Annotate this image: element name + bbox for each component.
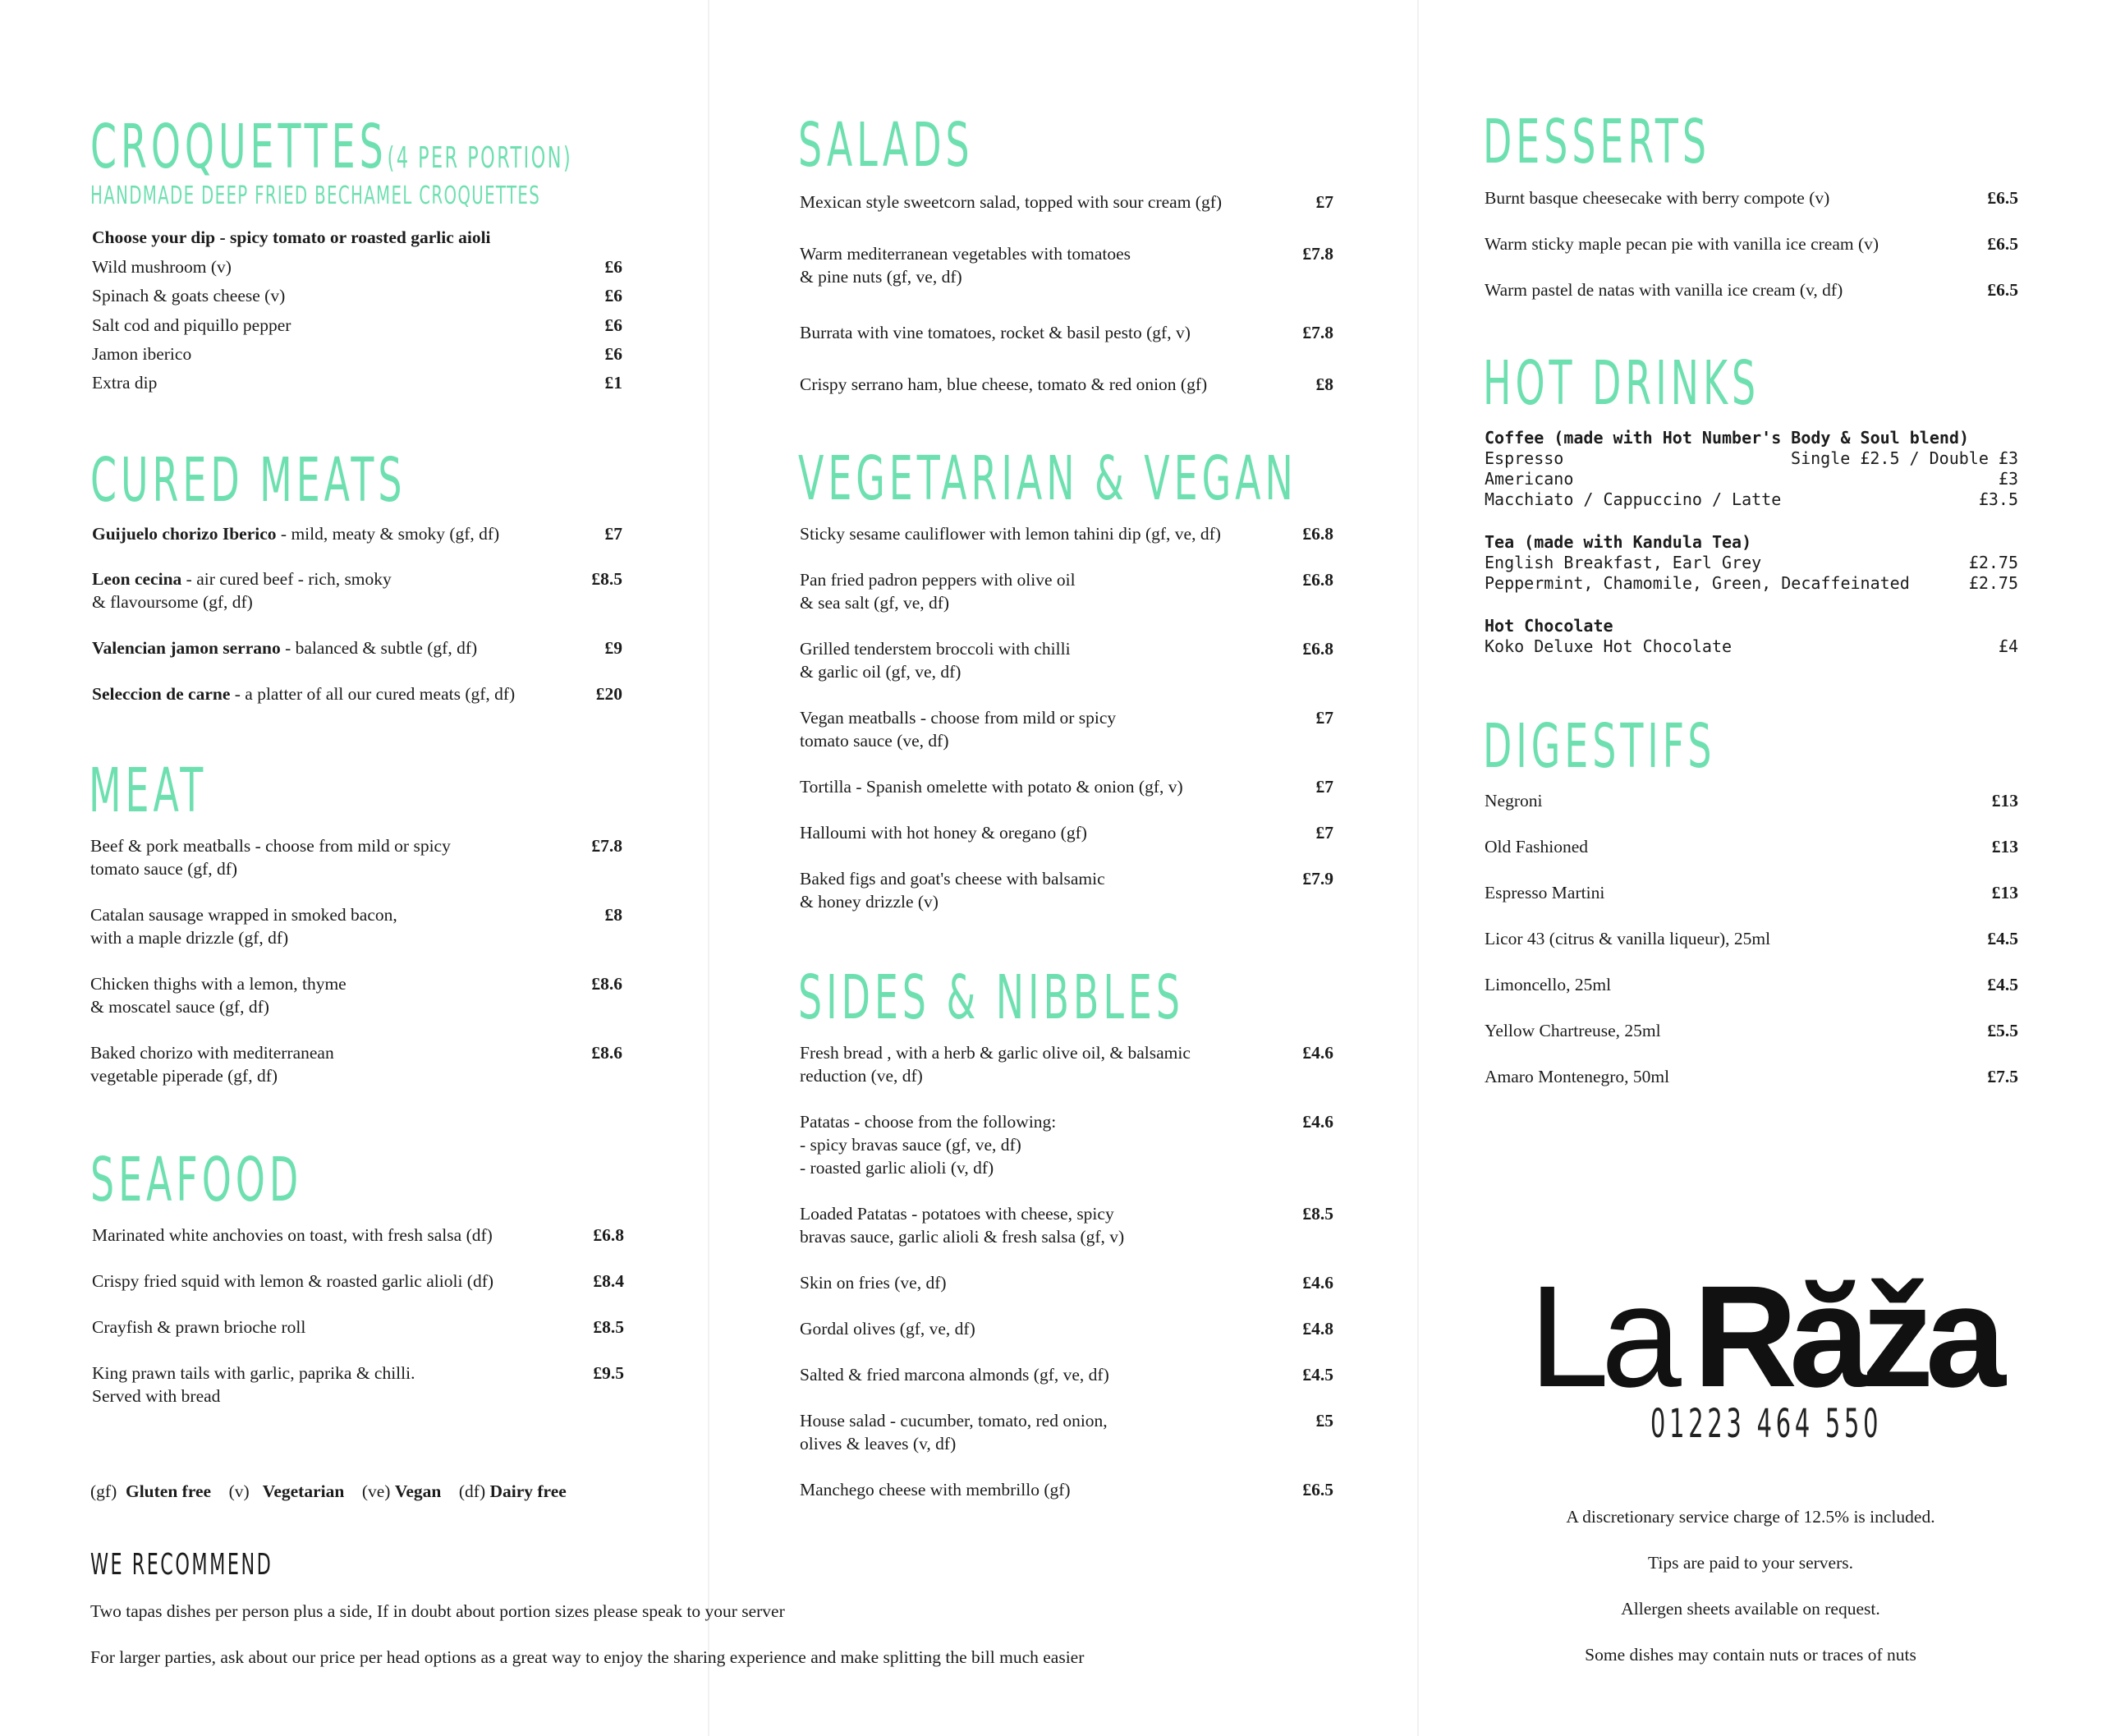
coffee-title: Coffee (made with Hot Number's Body & Soul blend) (1485, 428, 1970, 448)
list-item: Baked chorizo with mediterranean vegetable piperade (gf, df) £8.6 (90, 1043, 622, 1086)
list-item: Chicken thighs with a lemon, thyme & moscatel sauce (gf, df) £8.6 (90, 974, 622, 1017)
macchiato-label: Macchiato / Cappuccino / Latte (1485, 489, 1782, 509)
la-raza-logo: La Răža (1529, 1256, 1998, 1417)
croquettes-subtitle: HANDMADE DEEP FRIED BECHAMEL CROQUETTES (90, 181, 541, 210)
list-item: Baked figs and goat's cheese with balsamic & honey drizzle (v) £7.9 (800, 869, 1333, 912)
list-item: House salad - cucumber, tomato, red onion, olives & leaves (v, df) £5 (800, 1411, 1333, 1454)
espresso-label: Espresso (1485, 448, 1564, 468)
espresso-price: Single £2.5 / Double £3 (1791, 448, 2018, 468)
croquettes-title: CROQUETTES (90, 112, 388, 182)
list-item: Grilled tenderstem broccoli with chilli & garlic oil (gf, ve, df) £6.8 (800, 639, 1333, 682)
croquettes-dip-label: Choose your dip - spicy tomato or roasted garlic aioli (92, 227, 491, 247)
list-item: Vegan meatballs - choose from mild or spicy tomato sauce (ve, df) £7 (800, 708, 1333, 751)
tea-1-price: £2.75 (1968, 553, 2018, 572)
seafood-heading: SEAFOOD (90, 1145, 303, 1215)
croquettes-portion-note: (4 PER PORTION) (387, 141, 573, 175)
vegetarian-vegan-heading: VEGETARIAN & VEGAN (798, 443, 1297, 514)
tips-note: Tips are paid to your servers. (1647, 1553, 1853, 1573)
sides-heading: SIDES & NIBBLES (798, 962, 1184, 1033)
desserts-heading: DESSERTS (1483, 107, 1710, 177)
tea-2-price: £2.75 (1968, 573, 2018, 593)
hot-chocolate-label: Koko Deluxe Hot Chocolate (1485, 636, 1733, 656)
dietary-legend: (gf) Gluten free (v) Vegetarian (ve) Vegan (df) Dairy free (90, 1481, 567, 1501)
cured-meats-heading: CURED MEATS (90, 445, 406, 516)
list-item: Leon cecina - air cured beef - rich, smoky & flavoursome (gf, df) £8.5 (92, 569, 622, 612)
list-item: Catalan sausage wrapped in smoked bacon, with a maple drizzle (gf, df) £8 (90, 905, 622, 948)
hot-drinks-heading: HOT DRINKS (1483, 348, 1760, 419)
hot-chocolate-title: Hot Chocolate (1485, 616, 1613, 636)
list-item: Pan fried padron peppers with olive oil & sea salt (gf, ve, df) £6.8 (800, 570, 1333, 613)
americano-label: Americano (1485, 469, 1574, 489)
nuts-note: Some dishes may contain nuts or traces of nuts (1585, 1645, 1916, 1665)
list-item: Fresh bread , with a herb & garlic olive oil, & balsamic reduction (ve, df) £4.6 (800, 1043, 1333, 1086)
macchiato-price: £3.5 (1978, 489, 2018, 509)
recommend-line-2: For larger parties, ask about our price per head options as a great way to enjoy the sharing experience and make splitting the bill much easier (90, 1647, 1085, 1667)
americano-price: £3 (1998, 469, 2018, 489)
list-item: Warm mediterranean vegetables with tomatoes & pine nuts (gf, ve, df) £7.8 (800, 244, 1333, 287)
phone-number: 01223 464 550 (1650, 1401, 1883, 1447)
recommend-line-1: Two tapas dishes per person plus a side, If in doubt about portion sizes please speak to your server (90, 1601, 785, 1621)
tea-2-label: Peppermint, Chamomile, Green, Decaffeinated (1485, 573, 1910, 593)
meat-heading: MEAT (89, 755, 208, 826)
list-item: Loaded Patatas - potatoes with cheese, spicy bravas sauce, garlic alioli & fresh salsa (gf, v) £8.5 (800, 1204, 1333, 1247)
recommend-heading: WE RECOMMEND (90, 1548, 273, 1582)
tea-title: Tea (made with Kandula Tea) (1485, 532, 1752, 552)
list-item: King prawn tails with garlic, paprika & chilli. Served with bread £9.5 (92, 1363, 624, 1406)
service-charge-note: A discretionary service charge of 12.5% is included. (1566, 1507, 1935, 1527)
hot-chocolate-price: £4 (1998, 636, 2018, 656)
column-divider-1 (708, 0, 709, 1736)
list-item: Beef & pork meatballs - choose from mild or spicy tomato sauce (gf, df) £7.8 (90, 836, 622, 879)
digestifs-heading: DIGESTIFS (1483, 711, 1716, 782)
tea-1-label: English Breakfast, Earl Grey (1485, 553, 1762, 572)
salads-heading: SALADS (798, 110, 974, 181)
column-divider-2 (1417, 0, 1419, 1736)
list-item: Patatas - choose from the following: - spicy bravas sauce (gf, ve, df) - roasted garlic alioli (v, df) £4.6 (800, 1112, 1333, 1178)
croquettes-heading (90, 112, 573, 182)
allergen-note: Allergen sheets available on request. (1621, 1599, 1880, 1619)
